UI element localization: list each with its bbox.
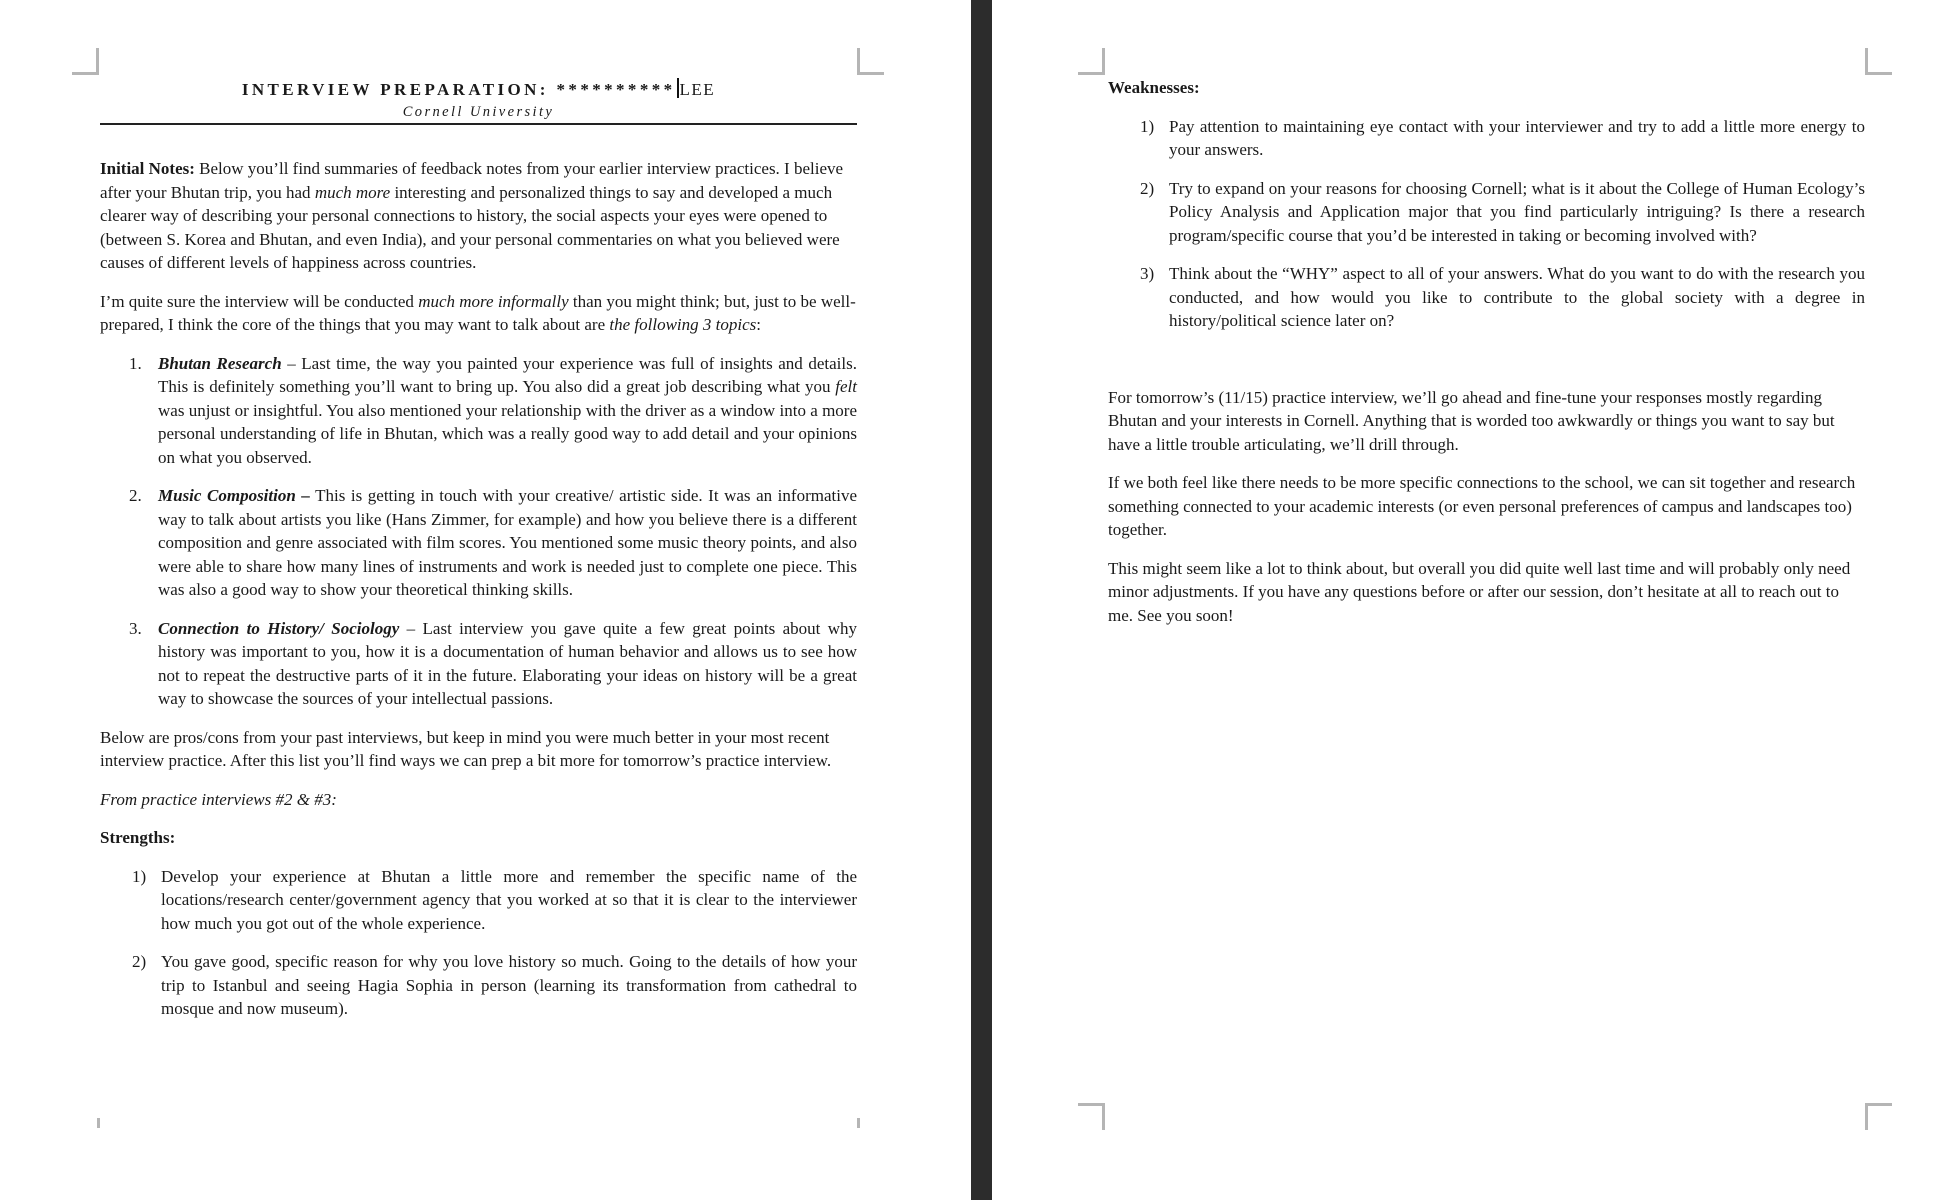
list-number: 2. [129,486,142,505]
page-gutter [971,0,992,1200]
list-item [100,617,857,711]
document-page-2 [992,0,1956,1200]
crop-mark-bottom-right [857,1118,860,1128]
topics-intro-text: I’m quite sure the interview will be conducted [100,291,419,311]
list-number: 2) [132,952,147,971]
title-label: INTERVIEW PREPARATION: [241,80,549,99]
list-number: 3) [1140,264,1155,283]
crop-mark-top-right [1865,48,1892,75]
list-number: 1. [129,353,142,373]
weakness-text: Try to expand on your reasons for choosing Cornell; what is it about the College of Human Ecology’s Policy Analysis and Application major that you find particularly intriguing? Is there a research program/specific course that you’d be interested in taking or becoming involved with? [1169,178,1865,245]
strengths-list [100,865,857,1021]
list-item [1108,177,1865,248]
list-item [100,484,857,602]
initial-notes-text: Below you’ll find summaries of feedback notes from your earlier interview practices. I believe after your Bhutan trip, you had [100,159,844,202]
list-item [1108,115,1865,162]
list-item [100,865,857,936]
topics-intro-colon: : [756,315,761,334]
closing-paragraph-1: For tomorrow’s (11/15) practice interview, we’ll go ahead and fine-tune your responses mostly regarding Bhutan and your interests in Cornell. Anything that is worded too awkwardly or things you want to say but have a little trouble articulating, we’ll drill through. [1108,387,1835,454]
title-name: LEE [679,80,716,99]
list-number: 3. [129,618,142,638]
document-header [100,78,857,125]
crop-mark-top-left [72,48,99,75]
topic-emphasis: felt [835,377,857,396]
topics-list [100,352,857,711]
topic-text: This is getting in touch with your creative/ artistic side. It was an informative way to talk about artists you like (Hans Zimmer, for example) and how you believe there is a different composition and genre associated with film scores. You mentioned some music theory points, and also were able to share how many lines of instruments and work is needed just to complete one piece. This was also a good way to show your theoretical thinking skills. [158,486,857,599]
topics-intro-emphasis-2: the following 3 topics [609,315,757,334]
weakness-text: Pay attention to maintaining eye contact with your interviewer and try to add a little more energy to your answers. [1169,116,1865,159]
topics-intro-paragraph [100,290,857,337]
initial-notes-text-continued: interesting and personalized things to say and developed a much clearer way of describing your personal connections to history, the social aspects your eyes were opened to (between S. Korea and Bhutan, and even India), and your personal commentaries on what you believed were causes of different levels of happiness across countries. [100,182,840,272]
weakness-text: Think about the “WHY” aspect to all of your answers. What do you want to do with the research you conducted, and how would you like to contribute to the global society with a degree in history/political science later on? [1169,264,1865,330]
proscons-intro-paragraph: Below are pros/cons from your past interviews, but keep in mind you were much better in your most recent interview practice. After this list you’ll find ways we can prep a bit more for tomorrow’s practice interview. [100,727,832,770]
initial-notes-heading: Initial Notes: [100,159,195,178]
crop-mark-bottom-left [1078,1103,1105,1130]
topic-title: Connection to History/ Sociology [158,618,400,638]
weaknesses-list [1108,115,1865,333]
topics-intro-emphasis: much more informally [418,291,569,311]
strengths-heading-text: Strengths: [100,828,176,847]
weaknesses-heading [1108,76,1865,100]
list-item [100,352,857,470]
topic-text: Last time, the way you painted your experience was full of insights and details. This is definitely something you’ll want to bring up. You also did a great job describing what you [158,353,857,396]
weaknesses-heading-text: Weaknesses: [1108,78,1200,97]
strength-text: Develop your experience at Bhutan a little more and remember the specific name of the locations/research center/government agency that you worked at so that it is clear to the interviewer how much you got out of the whole experience. [161,866,857,933]
crop-mark-bottom-left [97,1118,100,1128]
crop-mark-top-right [857,48,884,75]
crop-mark-top-left [1078,48,1105,75]
from-practice-label [100,788,857,812]
document-page-1 [0,0,971,1200]
list-number: 1) [132,866,147,886]
topic-separator: – [281,353,302,373]
topic-text-continued: was unjust or insightful. You also mentioned your relationship with the driver as a window into a more personal understanding of life in Bhutan, which was a really good way to add detail and your opinions on what you observed. [158,400,857,467]
list-item [1108,262,1865,333]
document-title [100,78,857,102]
page-2-body[interactable] [1108,76,1865,642]
closing-paragraph-2: If we both feel like there needs to be more specific connections to the school, we can sit together and research something connected to your academic interests (or even personal preferences of campus and landscapes too) together. [1108,473,1856,539]
document-subtitle: Cornell University [402,104,555,120]
strength-text: You gave good, specific reason for why you love history so much. Going to the details of how your trip to Istanbul and seeing Hagia Sophia in person (learning its transformation from cathedral to mosque and now museum). [161,952,857,1018]
list-number: 1) [1140,116,1155,136]
topic-separator: – [399,618,423,638]
from-practice-text: From practice interviews #2 & #3: [100,789,337,809]
topics-intro-text-continued: than you might think; but, just to be well-prepared, I think the core of the things that you may want to talk about are [100,291,856,334]
strengths-heading [100,826,857,850]
list-number: 2) [1140,178,1155,198]
topic-title: Bhutan Research [158,353,282,373]
crop-mark-bottom-right [1865,1103,1892,1130]
initial-notes-emphasis: much more [314,182,391,202]
text-cursor [677,78,679,98]
title-masked: ********** [556,80,676,99]
topic-title: Music Composition – [158,486,310,505]
initial-notes-paragraph [100,157,857,275]
closing-paragraph-3: This might seem like a lot to think about, but overall you did quite well last time and will probably only need minor adjustments. If you have any questions before or after our session, don’t hesitate at all to reach out to me. See you soon! [1108,558,1851,625]
topic-text: Last interview you gave quite a few great points about why history was important to you, how it is a documentation of human behavior and allows us to see how not to repeat the destructive parts of it in the future. Elaborating your ideas on history will be a great way to showcase the sources of your intellectual passions. [158,618,857,708]
page-1-body[interactable] [100,78,857,1036]
list-item [100,950,857,1021]
